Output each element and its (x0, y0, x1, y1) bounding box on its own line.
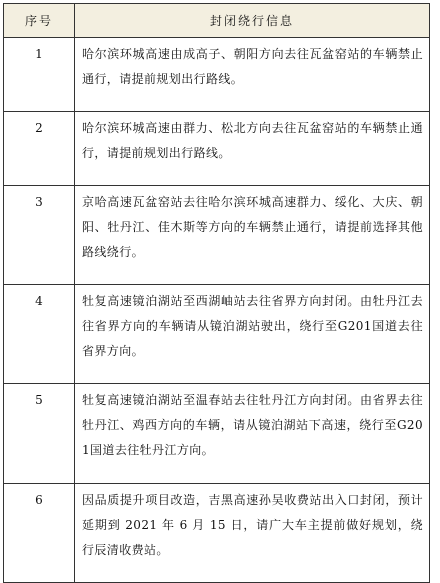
row-index: 3 (4, 186, 75, 285)
column-header-closure-info: 封闭绕行信息 (75, 4, 430, 38)
row-index: 1 (4, 38, 75, 112)
row-closure-info: 哈尔滨环城高速由成高子、朝阳方向去往瓦盆窑站的车辆禁止通行，请提前规划出行路线。 (75, 38, 430, 112)
table-row (4, 285, 430, 384)
row-closure-info: 因品质提升项目改造，吉黑高速孙吴收费站出入口封闭，预计延期到 2021 年 6 月 15 日，请广大车主提前做好规划，绕行辰清收费站。 (75, 484, 430, 583)
table-row (4, 38, 430, 112)
road-closure-table (3, 3, 430, 583)
row-index: 6 (4, 484, 75, 583)
table-row (4, 186, 430, 285)
row-closure-info: 哈尔滨环城高速由群力、松北方向去往瓦盆窑站的车辆禁止通行，请提前规划出行路线。 (75, 112, 430, 186)
table-header-row (4, 4, 430, 38)
row-index: 4 (4, 285, 75, 384)
row-index: 2 (4, 112, 75, 186)
row-closure-info: 牡复高速镜泊湖站至西湖岫站去往省界方向封闭。由牡丹江去往省界方向的车辆请从镜泊湖站驶出，绕行至G201国道去往省界方向。 (75, 285, 430, 384)
row-closure-info: 牡复高速镜泊湖站至温春站去往牡丹江方向封闭。由省界去往牡丹江、鸡西方向的车辆，请从镜泊湖站下高速，绕行至G201国道去往牡丹江方向。 (75, 384, 430, 484)
table-row (4, 384, 430, 484)
table-row (4, 112, 430, 186)
row-closure-info: 京哈高速瓦盆窑站去往哈尔滨环城高速群力、绥化、大庆、朝阳、牡丹江、佳木斯等方向的车辆禁止通行，请提前选择其他路线绕行。 (75, 186, 430, 285)
column-header-index: 序号 (4, 4, 75, 38)
row-index: 5 (4, 384, 75, 484)
table-row (4, 484, 430, 583)
